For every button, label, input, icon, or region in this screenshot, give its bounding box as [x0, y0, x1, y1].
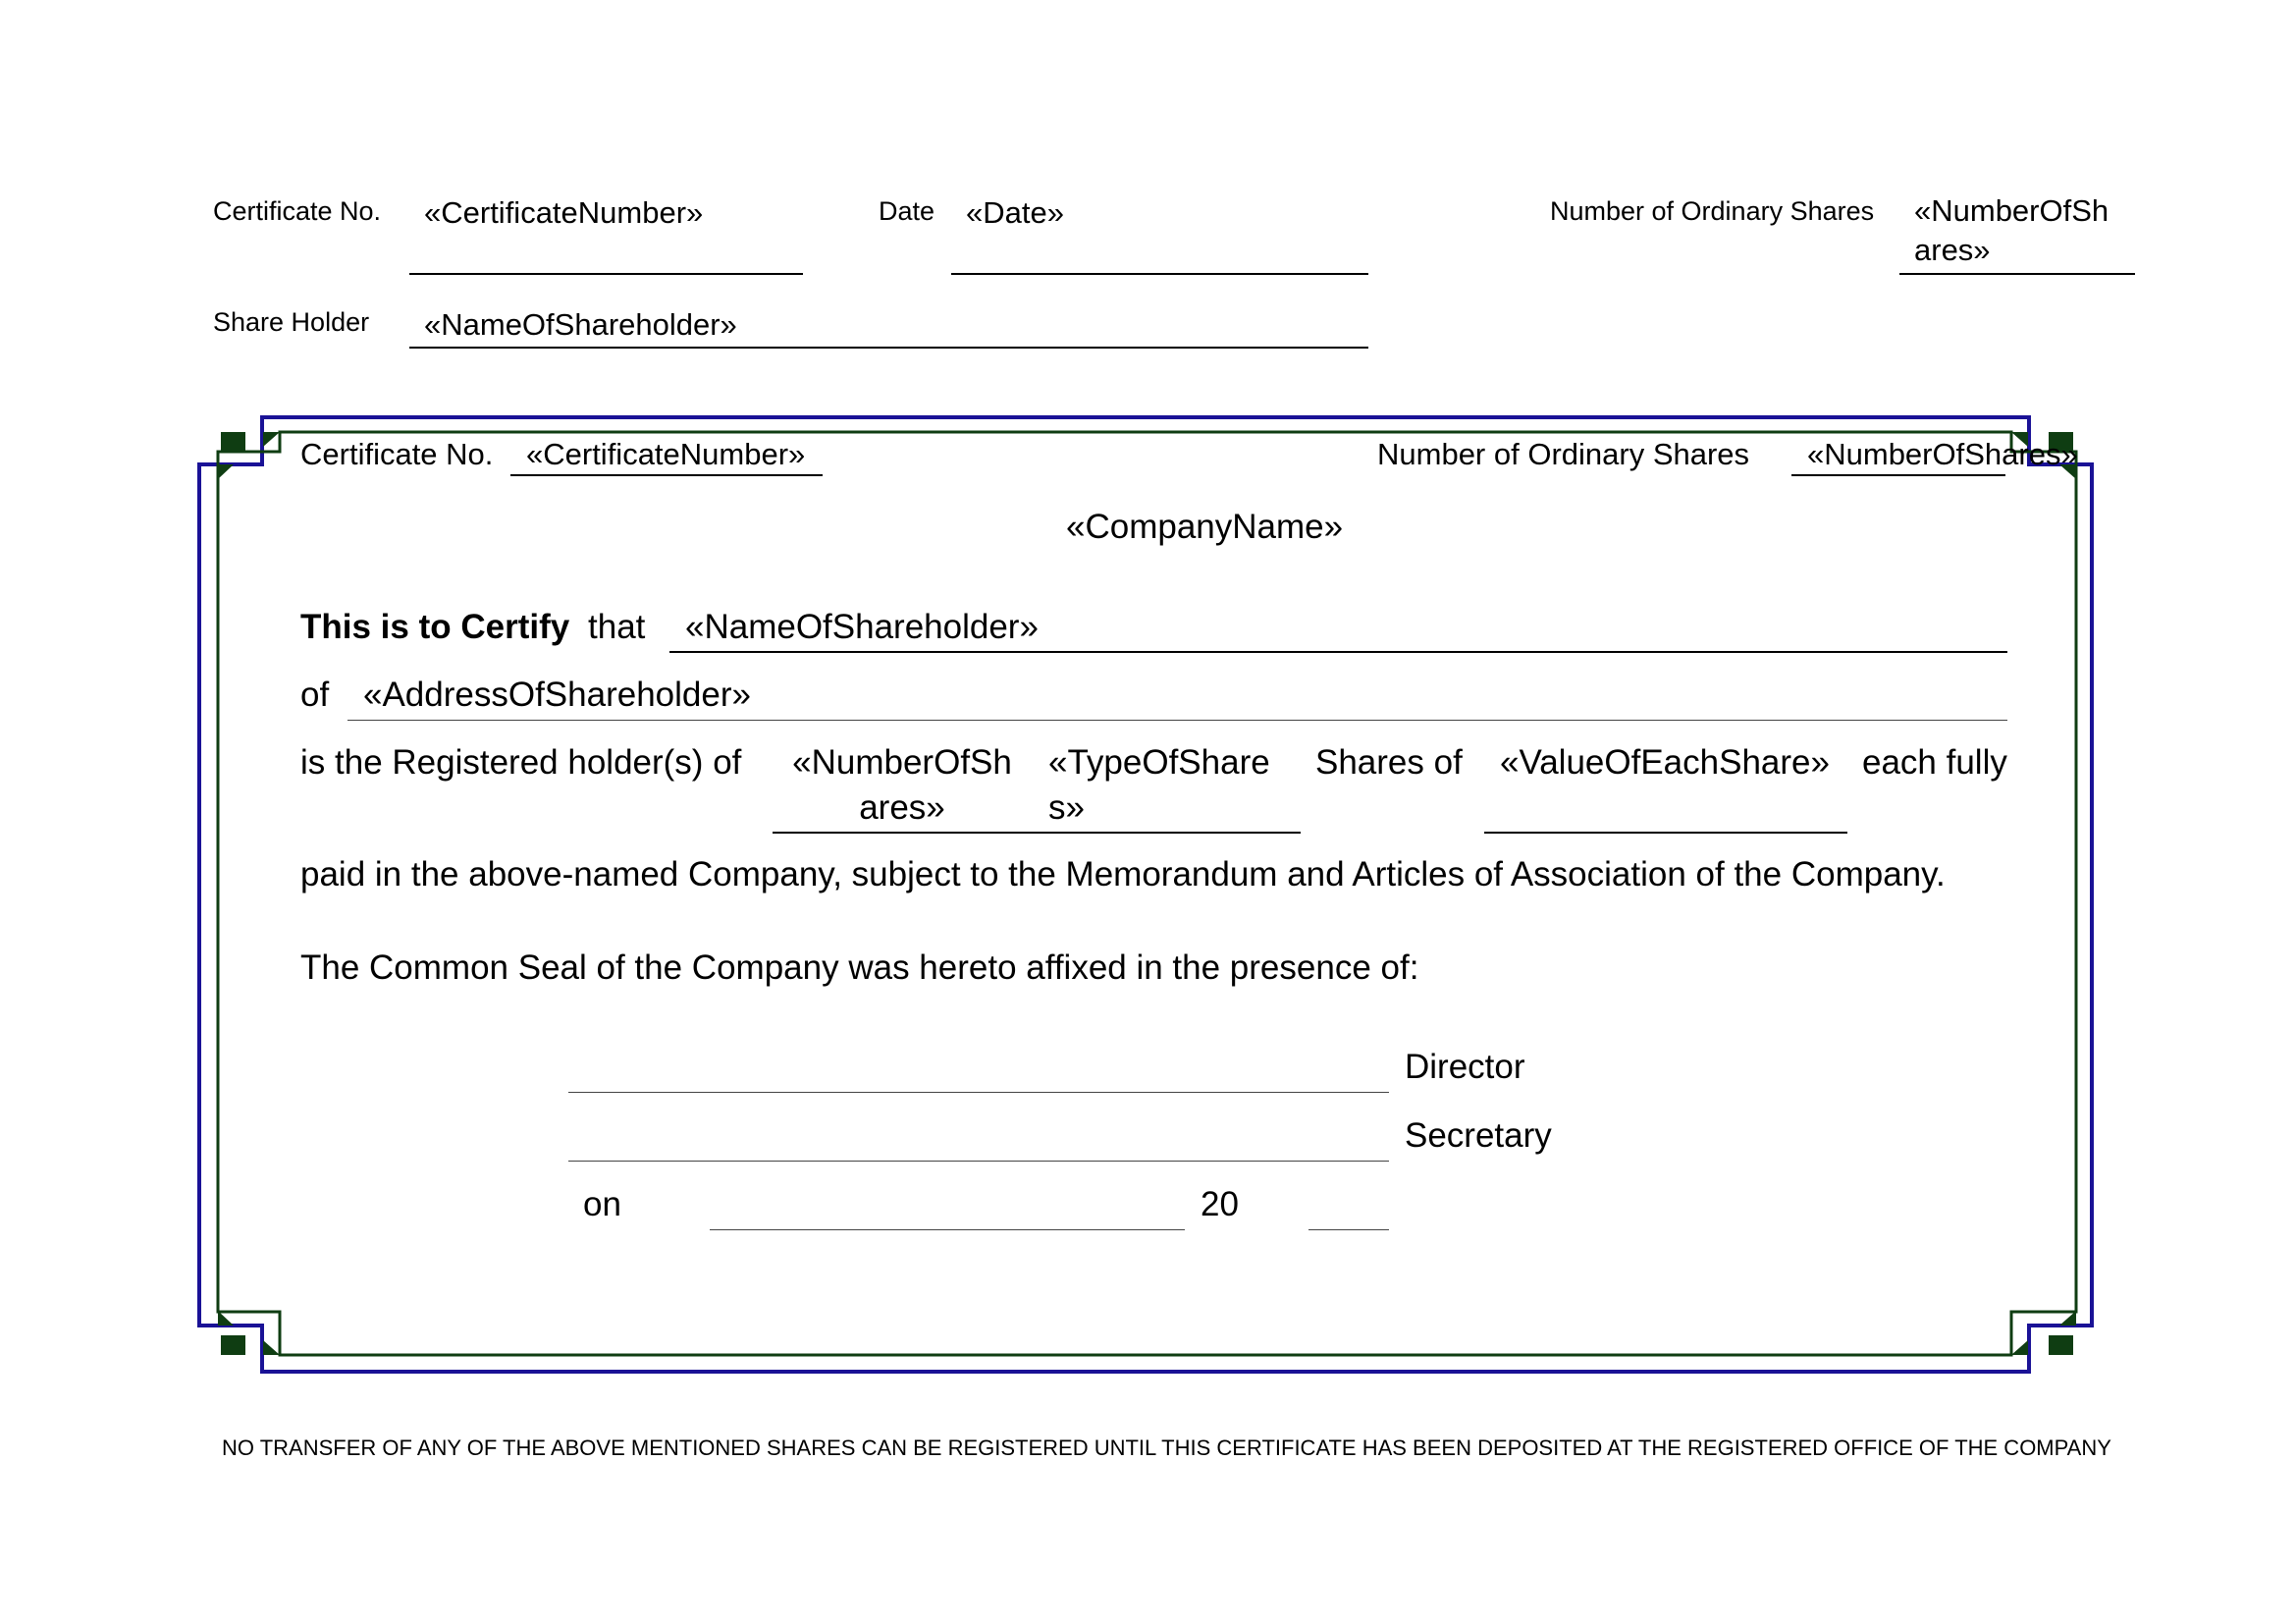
shareholder-address[interactable]: «AddressOfShareholder» — [363, 676, 751, 714]
seal-text: The Common Seal of the Company was hereto affixed in the presence of: — [300, 948, 1419, 987]
cert-shares-underline — [1791, 474, 2005, 476]
corner-square-tl — [221, 432, 245, 452]
cert-certificate-no-underline — [510, 474, 823, 476]
company-name[interactable]: «CompanyName» — [1066, 508, 1344, 546]
of-label: of — [300, 676, 330, 714]
shares-type-underline — [773, 832, 1301, 834]
corner-triangle-br — [2011, 1340, 2028, 1355]
year-prefix: 20 — [1201, 1185, 1239, 1223]
cert-certificate-no-label: Certificate No. — [300, 437, 494, 471]
stub-holder-value[interactable]: «NameOfShareholder» — [424, 307, 737, 342]
paid-text: paid in the above-named Company, subject to the Memorandum and Articles of Association of the Company. — [300, 855, 1946, 893]
secretary-label: Secretary — [1405, 1116, 1552, 1155]
corner-triangle-bl — [263, 1340, 280, 1355]
on-label: on — [583, 1185, 621, 1223]
stub-shares-value[interactable]: «NumberOfShares» — [1914, 193, 2109, 267]
value-underline — [1484, 832, 1847, 834]
corner-square-bl — [221, 1335, 245, 1355]
shareholder-name[interactable]: «NameOfShareholder» — [685, 608, 1039, 646]
director-label: Director — [1405, 1048, 1525, 1086]
value-of-each-share-field[interactable]: «ValueOfEachShare» — [1500, 743, 1830, 782]
secretary-signature-line[interactable] — [568, 1161, 1389, 1162]
corner-triangle-tl — [263, 432, 280, 447]
certify-bold-text: This is to Certify — [300, 608, 570, 646]
shareholder-address-underline — [347, 720, 2007, 721]
cert-shares-value[interactable]: «NumberOfShares» — [1807, 437, 2078, 471]
stub-certificate-no-label: Certificate No. — [213, 196, 382, 226]
certify-that-text: that — [588, 608, 646, 646]
shareholder-name-underline — [669, 651, 2007, 653]
type-of-shares-field[interactable]: «TypeOfShares» — [1048, 743, 1270, 827]
stub-date-label: Date — [879, 196, 935, 226]
director-signature-line[interactable] — [568, 1092, 1389, 1093]
cert-shares-label: Number of Ordinary Shares — [1377, 437, 1750, 471]
shares-of-text: Shares of — [1315, 743, 1463, 782]
stub-shares-label: Number of Ordinary Shares — [1550, 196, 1875, 226]
each-fully-text: each fully — [1862, 743, 2007, 782]
stub-date-value[interactable]: «Date» — [966, 195, 1064, 230]
year-line[interactable] — [1308, 1229, 1389, 1230]
corner-triangle-l-top — [218, 464, 234, 479]
registered-holder-text: is the Registered holder(s) of — [300, 743, 742, 782]
corner-square-br — [2049, 1335, 2073, 1355]
stub-certificate-no-value[interactable]: «CertificateNumber» — [424, 195, 704, 230]
stub-holder-label: Share Holder — [213, 307, 370, 337]
number-of-shares-field[interactable]: «NumberOfShares» — [792, 743, 1012, 827]
date-signed-line[interactable] — [710, 1229, 1185, 1230]
transfer-notice: NO TRANSFER OF ANY OF THE ABOVE MENTIONED SHARES CAN BE REGISTERED UNTIL THIS CERTIFICATE HAS BEEN DEPOSITED AT THE REGISTERED OFFICE OF THE COMPANY — [222, 1435, 2111, 1460]
cert-certificate-no-value[interactable]: «CertificateNumber» — [526, 437, 806, 471]
